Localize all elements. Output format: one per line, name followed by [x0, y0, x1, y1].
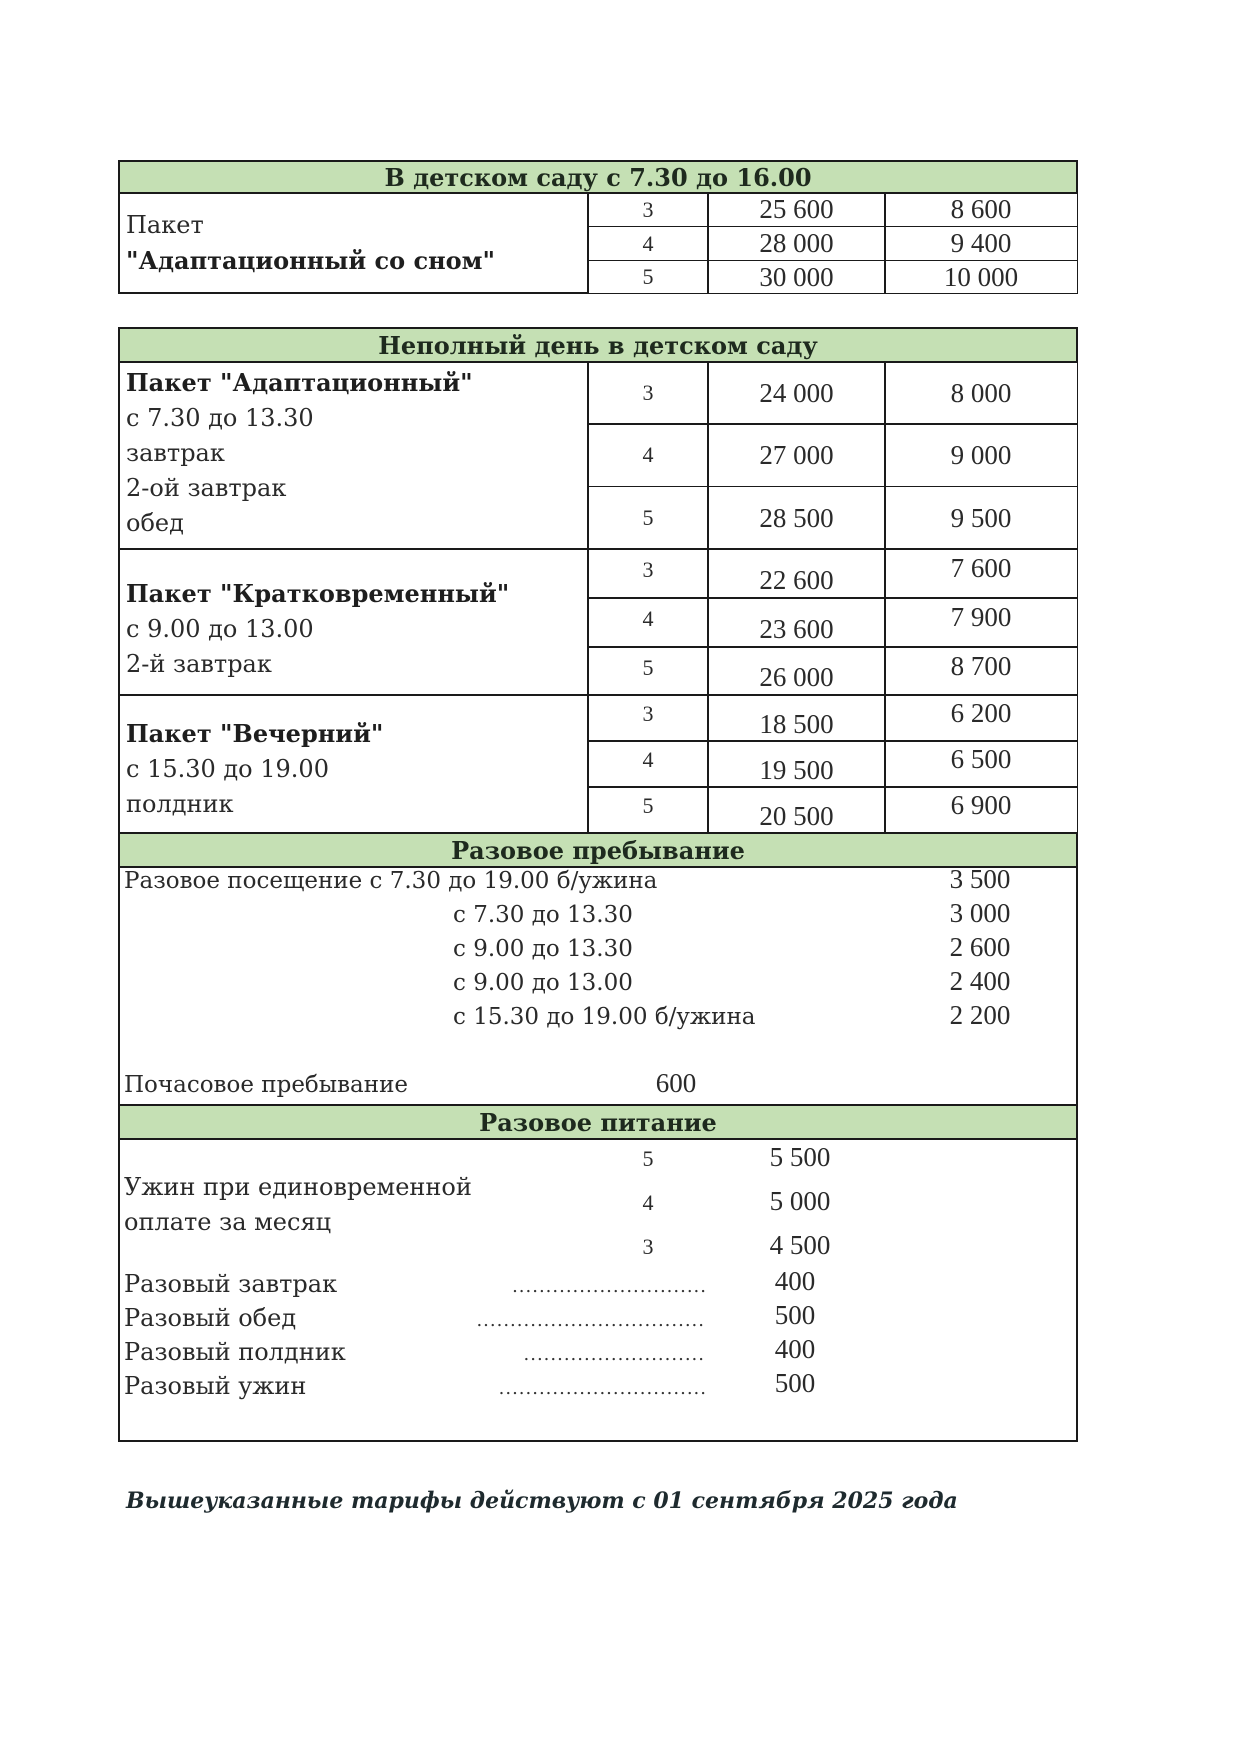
days-cell: 4 — [587, 226, 709, 261]
price-week-cell: 9 000 — [884, 423, 1078, 487]
section-header-single-stay — [118, 832, 1078, 868]
days-cell: 5 — [587, 486, 709, 550]
package-detail: с 7.30 до 13.30 — [126, 404, 314, 432]
price-week-cell: 8 000 — [884, 361, 1078, 425]
days-cell: 4 — [587, 597, 709, 648]
meal-label: Разовый полдник — [124, 1338, 346, 1366]
days-cell: 5 — [587, 786, 709, 834]
dinner-monthly-label-line1: Ужин при единовременной — [124, 1173, 472, 1201]
dinner-days: 4 — [642, 1190, 654, 1215]
meal-dots: .................................. — [476, 1310, 705, 1331]
dinner-price: 4 500 — [769, 1230, 831, 1260]
price-month-cell: 19 500 — [707, 740, 886, 788]
price-week-cell: 10 000 — [884, 260, 1078, 294]
section-header-part-day — [118, 327, 1078, 363]
days-cell: 3 — [587, 192, 709, 227]
price-week-cell: 9 500 — [884, 486, 1078, 550]
single-visit-option-price: 2 200 — [949, 1000, 1011, 1030]
package-cell-short-term — [118, 548, 589, 696]
package-name: Пакет "Адаптационный" — [126, 368, 473, 397]
dinner-monthly-label-line2: оплате за месяц — [124, 1208, 332, 1236]
meal-price: 400 — [774, 1334, 816, 1364]
days-cell: 5 — [587, 260, 709, 294]
package-detail: 2-ой завтрак — [126, 474, 287, 502]
package-detail: полдник — [126, 790, 234, 818]
price-month-cell: 30 000 — [707, 260, 886, 294]
single-visit-option-price: 2 600 — [949, 932, 1011, 962]
dinner-price: 5 500 — [769, 1142, 831, 1172]
single-visit-option-label: с 9.00 до 13.00 — [453, 970, 633, 996]
section-title: Разовое питание — [479, 1107, 717, 1137]
price-week-cell: 7 900 — [884, 597, 1078, 648]
price-month-cell: 22 600 — [707, 548, 886, 599]
single-visit-price: 3 500 — [949, 864, 1011, 894]
package-prefix: Пакет — [126, 211, 204, 239]
package-label — [126, 365, 473, 541]
meal-label: Разовый завтрак — [124, 1270, 338, 1298]
package-detail: 2-й завтрак — [126, 650, 272, 678]
package-name: "Адаптационный со сном" — [126, 246, 495, 275]
price-week-cell: 8 600 — [884, 192, 1078, 227]
price-week-cell: 6 500 — [884, 740, 1078, 788]
single-visit-option-label: с 9.00 до 13.30 — [453, 936, 633, 962]
package-detail: обед — [126, 509, 184, 537]
meal-dots: ............................. — [512, 1276, 707, 1297]
single-visit-option-price: 3 000 — [949, 898, 1011, 928]
section-title: Неполный день в детском саду — [378, 330, 818, 360]
package-name: Пакет "Кратковременный" — [126, 579, 510, 608]
days-cell: 4 — [587, 740, 709, 788]
price-month-cell: 23 600 — [707, 597, 886, 648]
single-visit-option-label: с 7.30 до 13.30 — [453, 902, 633, 928]
hourly-stay-label: Почасовое пребывание — [124, 1072, 409, 1098]
tariff-effective-note: Вышеуказанные тарифы действуют с 01 сентября 2025 года — [126, 1488, 958, 1514]
dinner-days: 3 — [642, 1234, 654, 1259]
meal-label: Разовый обед — [124, 1304, 297, 1332]
price-month-cell: 24 000 — [707, 361, 886, 425]
package-cell-adaptive — [118, 361, 589, 550]
meal-price: 500 — [774, 1368, 816, 1398]
days-cell: 3 — [587, 694, 709, 742]
section-header-single-meals — [118, 1104, 1078, 1140]
price-week-cell: 6 900 — [884, 786, 1078, 834]
package-label — [126, 576, 509, 682]
price-month-cell: 28 500 — [707, 486, 886, 550]
package-detail: с 9.00 до 13.00 — [126, 615, 314, 643]
meal-dots: ........................... — [523, 1344, 705, 1365]
hourly-stay-price: 600 — [655, 1068, 697, 1098]
price-month-cell: 26 000 — [707, 646, 886, 696]
days-cell: 5 — [587, 646, 709, 696]
price-month-cell: 25 600 — [707, 192, 886, 227]
price-month-cell: 27 000 — [707, 423, 886, 487]
price-week-cell: 6 200 — [884, 694, 1078, 742]
single-visit-option-price: 2 400 — [949, 966, 1011, 996]
package-cell-evening — [118, 694, 589, 834]
single-visit-option-label: с 15.30 до 19.00 б/ужина — [453, 1004, 756, 1030]
price-month-cell: 28 000 — [707, 226, 886, 261]
meal-dots: ............................... — [498, 1378, 707, 1399]
days-cell: 4 — [587, 423, 709, 487]
dinner-price: 5 000 — [769, 1186, 831, 1216]
section-header-full-day — [118, 160, 1078, 194]
package-label — [126, 208, 495, 279]
days-cell: 3 — [587, 361, 709, 425]
meal-price: 500 — [774, 1300, 816, 1330]
price-week-cell: 9 400 — [884, 226, 1078, 261]
single-visit-label: Разовое посещение с 7.30 до 19.00 б/ужина — [124, 868, 658, 894]
price-week-cell: 7 600 — [884, 548, 1078, 599]
package-detail: с 15.30 до 19.00 — [126, 755, 329, 783]
days-cell: 3 — [587, 548, 709, 599]
package-label — [126, 716, 383, 822]
price-month-cell: 18 500 — [707, 694, 886, 742]
price-month-cell: 20 500 — [707, 786, 886, 834]
section-title: В детском саду с 7.30 до 16.00 — [384, 162, 812, 192]
price-week-cell: 8 700 — [884, 646, 1078, 696]
dinner-days: 5 — [642, 1146, 654, 1171]
package-cell-adaptive-sleep — [118, 192, 589, 294]
package-name: Пакет "Вечерний" — [126, 719, 384, 748]
meal-label: Разовый ужин — [124, 1372, 307, 1400]
section-title: Разовое пребывание — [451, 835, 745, 865]
meal-price: 400 — [774, 1266, 816, 1296]
package-detail: завтрак — [126, 439, 225, 467]
